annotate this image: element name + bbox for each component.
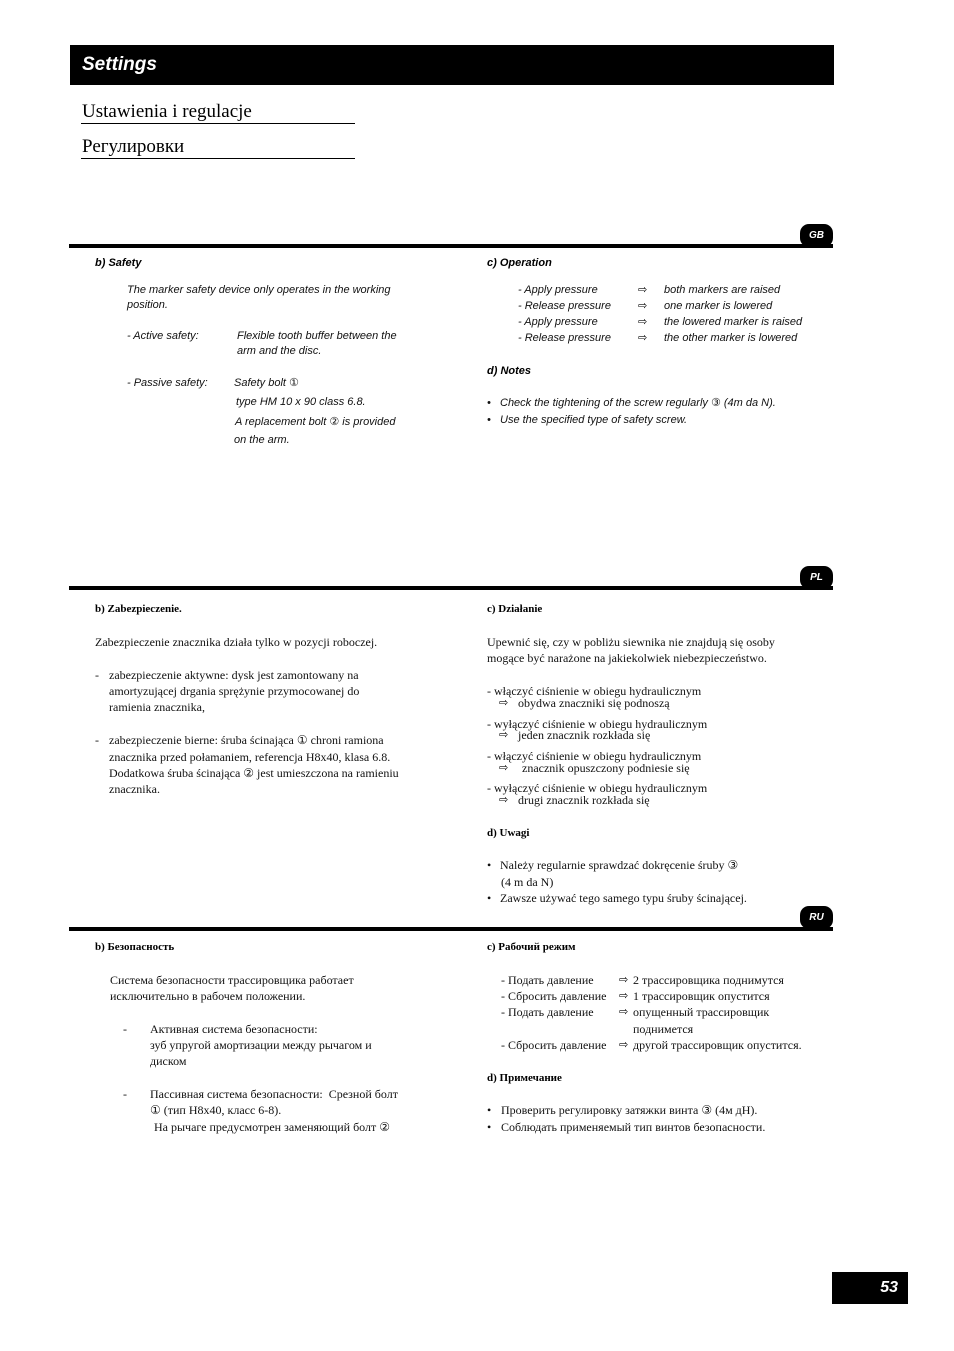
ru-safety-intro: исключительно в рабочем положении. <box>110 989 306 1003</box>
pl-note-item: (4 m da N) <box>501 875 554 889</box>
gb-passive-safety-text: A replacement bolt ② is provided <box>235 416 396 428</box>
arrow-right-icon: ⇨ <box>638 331 648 344</box>
bullet-icon: • <box>487 858 492 872</box>
arrow-right-icon: ⇨ <box>638 315 648 328</box>
ru-operation-result: 1 трассировщик опустится <box>633 989 770 1003</box>
arrow-right-icon: ⇨ <box>499 761 509 774</box>
ru-operation-action: - Сбросить давление <box>501 989 607 1003</box>
pl-active-safety-text: zabezpieczenie aktywne: dysk jest zamontowany na <box>109 668 359 682</box>
pl-operation-action: - włączyć ciśnienie w obiegu hydraulicznym <box>487 684 702 698</box>
dash-marker: - <box>123 1087 127 1101</box>
pl-operation-result: jeden znacznik rozkłada się <box>518 728 651 742</box>
gb-operation-action: - Release pressure <box>518 300 611 312</box>
section-divider <box>69 244 833 248</box>
pl-operation-result: drugi znacznik rozkłada się <box>518 793 650 807</box>
gb-safety-heading: b) Safety <box>95 257 142 269</box>
pl-operation-action: - wyłączyć ciśnienie w obiegu hydraulicznym <box>487 781 708 795</box>
ru-operation-action: - Подать давление <box>501 973 594 987</box>
gb-operation-result: one marker is lowered <box>664 300 773 312</box>
gb-operation-result: both markers are raised <box>664 284 781 296</box>
subtitle-polish: Ustawienia i regulacje <box>82 101 252 122</box>
ru-passive-safety-text: Пассивная система безопасности: Срезной болт <box>150 1087 398 1101</box>
pl-safety-intro: Zabezpieczenie znacznika działa tylko w pozycji roboczej. <box>95 635 378 649</box>
pl-operation-result: znacznik opuszczony podniesie się <box>522 761 690 775</box>
ru-note-item: Проверить регулировку затяжки винта ③ (4м дН). <box>501 1103 758 1117</box>
gb-operation-action: - Apply pressure <box>518 284 598 296</box>
arrow-right-icon: ⇨ <box>499 696 509 709</box>
language-badge-ru: RU <box>800 906 833 929</box>
dash-marker: - <box>95 733 99 747</box>
subtitle-underline <box>81 158 355 159</box>
gb-passive-safety-label: - Passive safety: <box>127 377 208 389</box>
ru-notes-heading: d) Примечание <box>487 1072 562 1084</box>
ru-passive-safety-text: ① (тип H8x40, класс 6-8). <box>150 1103 282 1117</box>
bullet-icon: • <box>487 1103 492 1117</box>
ru-operation-result: другой трассировщик опустится. <box>633 1038 802 1052</box>
gb-passive-safety-text: type HM 10 x 90 class 6.8. <box>236 396 366 408</box>
ru-safety-heading: b) Безопасность <box>95 941 175 953</box>
gb-safety-intro-line: position. <box>127 299 168 311</box>
subtitle-underline <box>81 123 355 124</box>
gb-note-item: Check the tightening of the screw regularly ③ (4m da N). <box>500 397 776 409</box>
bullet-icon: • <box>487 891 492 905</box>
ru-operation-action: - Сбросить давление <box>501 1038 607 1052</box>
ru-passive-safety-text: На рычаге предусмотрен заменяющий болт ② <box>154 1120 391 1134</box>
bullet-icon: • <box>487 414 491 426</box>
gb-notes-heading: d) Notes <box>487 365 531 377</box>
arrow-right-icon: ⇨ <box>619 989 629 1002</box>
page-number: 53 <box>832 1272 908 1304</box>
gb-operation-action: - Release pressure <box>518 332 611 344</box>
gb-active-safety-text: arm and the disc. <box>237 345 322 357</box>
header-bar <box>70 45 834 85</box>
dash-marker: - <box>123 1022 127 1036</box>
arrow-right-icon: ⇨ <box>499 728 509 741</box>
pl-passive-safety-text: znacznika. <box>109 782 160 796</box>
ru-active-safety-text: Активная система безопасности: <box>150 1022 318 1036</box>
ru-note-item: Соблюдать применяемый тип винтов безопасности. <box>501 1120 766 1134</box>
section-divider <box>69 927 833 931</box>
arrow-right-icon: ⇨ <box>619 973 629 986</box>
language-badge-pl: PL <box>800 566 833 589</box>
pl-operation-result: obydwa znaczniki się podnoszą <box>518 696 670 710</box>
gb-active-safety-text: Flexible tooth buffer between the <box>237 330 397 342</box>
pl-operation-intro: Upewnić się, czy w pobliżu siewnika nie znajdują się osoby <box>487 635 775 649</box>
ru-active-safety-text: диском <box>150 1054 187 1068</box>
ru-operation-result: опущенный трассировщик <box>633 1005 770 1019</box>
gb-safety-intro-line: The marker safety device only operates in the working <box>127 284 391 296</box>
gb-operation-result: the other marker is lowered <box>664 332 798 344</box>
bullet-icon: • <box>487 1120 492 1134</box>
section-divider <box>69 586 833 590</box>
pl-passive-safety-text: znacznika przed połamaniem, referencja H8x40, klasa 6.8. <box>109 750 391 764</box>
ru-operation-action: - Подать давление <box>501 1005 594 1019</box>
pl-operation-action: - wyłączyć ciśnienie w obiegu hydraulicznym <box>487 717 708 731</box>
pl-active-safety-text: amortyzującej drgania sprężynie przymocowanej do <box>109 684 360 698</box>
pl-operation-action: - włączyć ciśnienie w obiegu hydraulicznym <box>487 749 702 763</box>
ru-safety-intro: Система безопасности трассировщика работает <box>110 973 354 987</box>
subtitle-russian: Регулировки <box>82 136 185 157</box>
gb-operation-action: - Apply pressure <box>518 316 598 328</box>
bullet-icon: • <box>487 397 491 409</box>
language-badge-gb: GB <box>800 224 833 247</box>
page-title: Settings <box>82 54 157 75</box>
gb-passive-safety-text: Safety bolt ① <box>234 377 299 389</box>
gb-operation-result: the lowered marker is raised <box>664 316 803 328</box>
ru-operation-heading: c) Рабочий режим <box>487 941 576 953</box>
arrow-right-icon: ⇨ <box>638 283 648 296</box>
ru-operation-result: поднимется <box>633 1022 694 1036</box>
gb-operation-heading: c) Operation <box>487 257 552 269</box>
arrow-right-icon: ⇨ <box>499 793 509 806</box>
pl-passive-safety-text: Dodatkowa śruba ścinająca ② jest umieszczona na ramieniu <box>109 766 399 780</box>
pl-note-item: Należy regularnie sprawdzać dokręcenie śruby ③ <box>500 858 739 872</box>
ru-operation-result: 2 трассировщика поднимутся <box>633 973 784 987</box>
arrow-right-icon: ⇨ <box>638 299 648 312</box>
pl-operation-heading: c) Działanie <box>487 603 543 615</box>
pl-notes-heading: d) Uwagi <box>487 827 530 839</box>
pl-active-safety-text: ramienia znacznika, <box>109 700 205 714</box>
ru-active-safety-text: зуб упругой амортизации между рычагом и <box>150 1038 372 1052</box>
gb-active-safety-label: - Active safety: <box>127 330 199 342</box>
pl-note-item: Zawsze używać tego samego typu śruby ścinającej. <box>500 891 747 905</box>
dash-marker: - <box>95 668 99 682</box>
gb-passive-safety-text: on the arm. <box>234 434 290 446</box>
gb-note-item: Use the specified type of safety screw. <box>500 414 688 426</box>
pl-safety-heading: b) Zabezpieczenie. <box>95 603 182 615</box>
arrow-right-icon: ⇨ <box>619 1038 629 1051</box>
pl-operation-intro: mogące być narażone na jakiekolwiek niebezpieczeństwo. <box>487 651 767 665</box>
pl-passive-safety-text: zabezpieczenie bierne: śruba ścinająca ① chroni ramiona <box>109 733 384 747</box>
arrow-right-icon: ⇨ <box>619 1005 629 1018</box>
